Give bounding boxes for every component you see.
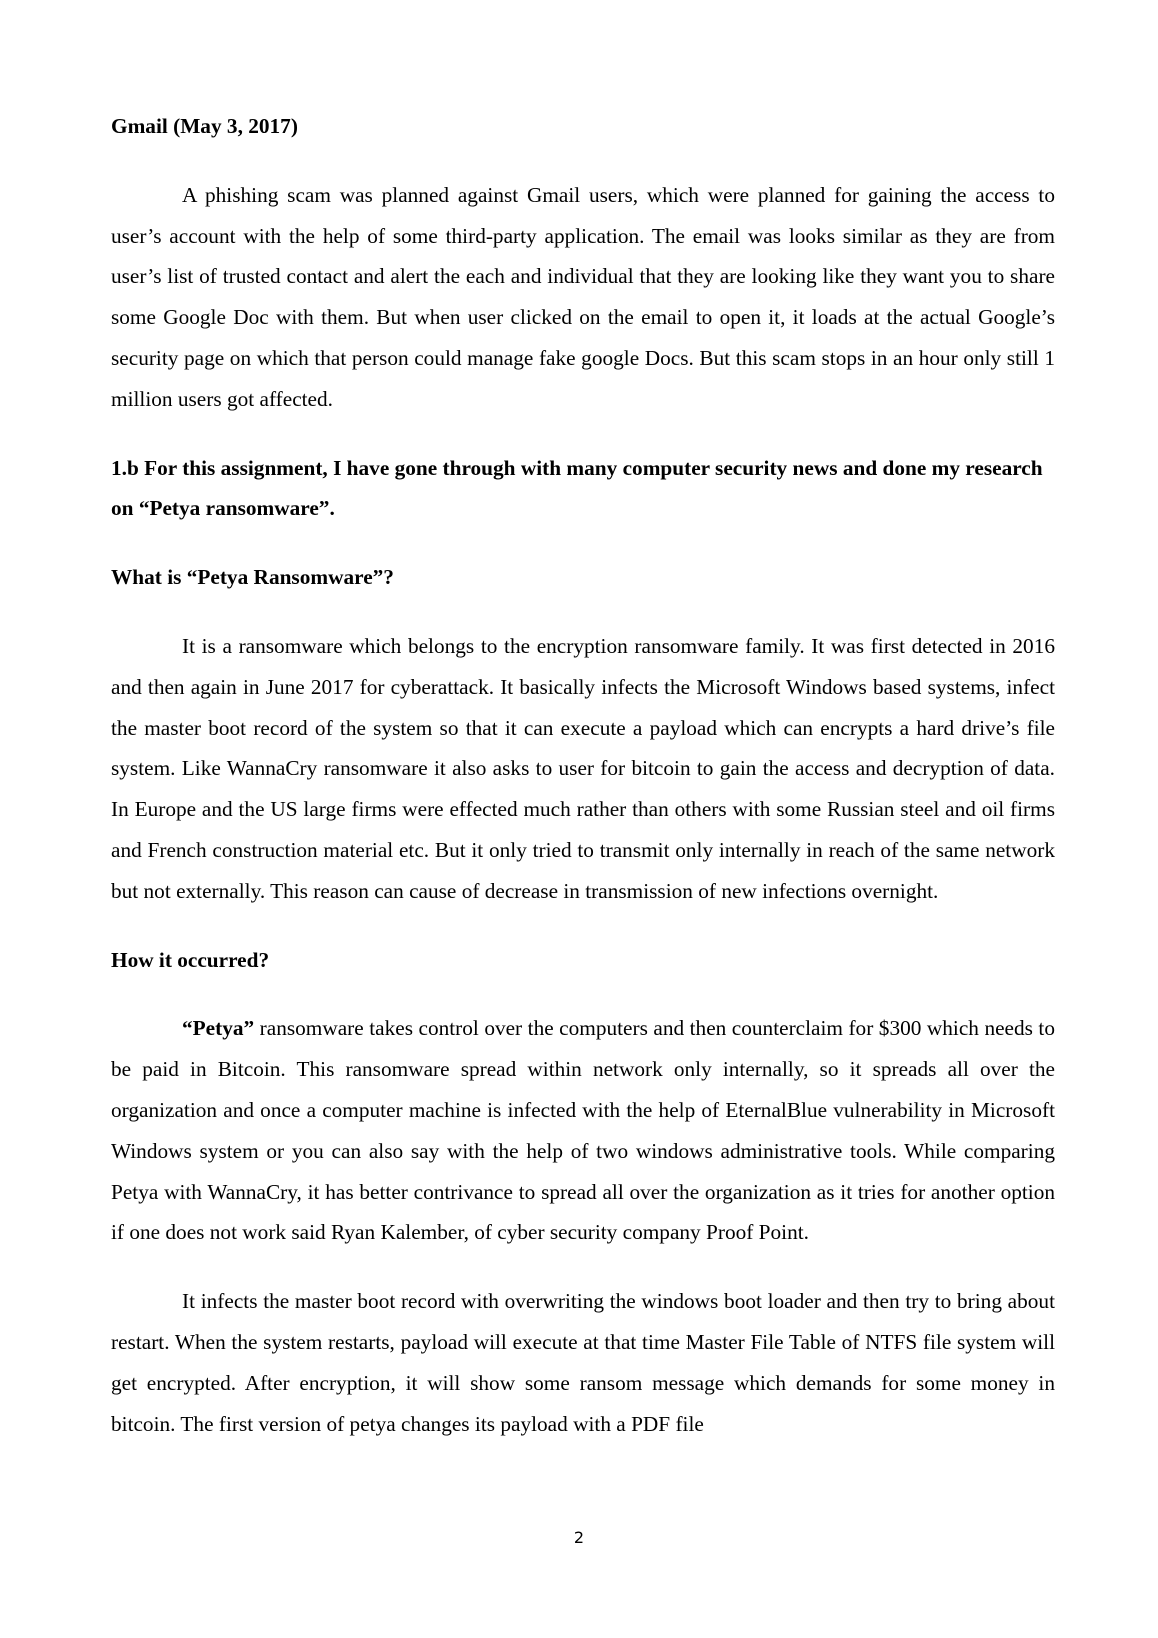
paragraph-gmail-phishing: A phishing scam was planned against Gmail users, which were planned for gaining the access to user’s account with the help of some third-party application. The email was looks similar as they are from user’s list of trusted contact and alert the each and individual that they are looking like they want you to share some Google Doc with them. But when user clicked on the email to open it, it loads at the actual Google’s security page on which that person could manage fake google Docs. But this scam stops in an hour only still 1 million users got affected. <box>111 182 1055 411</box>
page-content <box>111 106 1055 1444</box>
petya-bold-term: “Petya” <box>182 1016 255 1041</box>
section-heading-gmail: Gmail (May 3, 2017) <box>111 114 298 138</box>
paragraph-how-it-occurred-2: It infects the master boot record with overwriting the windows boot loader and then try to bring about restart. When the system restarts, payload will execute at that time Master File Table of NTFS file system will get encrypted. After encryption, it will show some ransom message which demands for some money in bitcoin. The first version of petya changes its payload with a PDF file <box>111 1289 1055 1436</box>
section-heading-assignment: 1.b For this assignment, I have gone through with many computer security news and done my research on “Petya ransomware”. <box>111 455 1043 521</box>
section-heading-what-is-petya: What is “Petya Ransomware”? <box>111 565 394 590</box>
paragraph-what-is-petya: It is a ransomware which belongs to the encryption ransomware family. It was first detected in 2016 and then again in June 2017 for cyberattack. It basically infects the Microsoft Windows based systems, infect the master boot record of the system so that it can execute a payload which can encrypts a hard drive’s file system. Like WannaCry ransomware it also asks to user for bitcoin to gain the access and decryption of data. In Europe and the US large firms were effected much rather than others with some Russian steel and oil firms and French construction material etc. But it only tried to transmit only internally in reach of the same network but not externally. This reason can cause of decrease in transmission of new infections overnight. <box>111 633 1055 903</box>
page-number: 2 <box>573 1528 585 1547</box>
section-heading-how-it-occurred: How it occurred? <box>111 947 270 972</box>
paragraph-how-it-occurred-1-text: ransomware takes control over the computers and then counterclaim for $300 which needs to be paid in Bitcoin. This ransomware spread within network only internally, so it spreads all over the organization and once a computer machine is infected with the help of EternalBlue vulnerability in Microsoft Windows system or you can also say with the help of two windows administrative tools. While comparing Petya with WannaCry, it has better contrivance to spread all over the organization as it tries for another option if one does not work said Ryan Kalember, of cyber security company Proof Point. <box>111 1016 1055 1245</box>
paragraph-how-it-occurred-1 <box>111 1008 1055 1253</box>
